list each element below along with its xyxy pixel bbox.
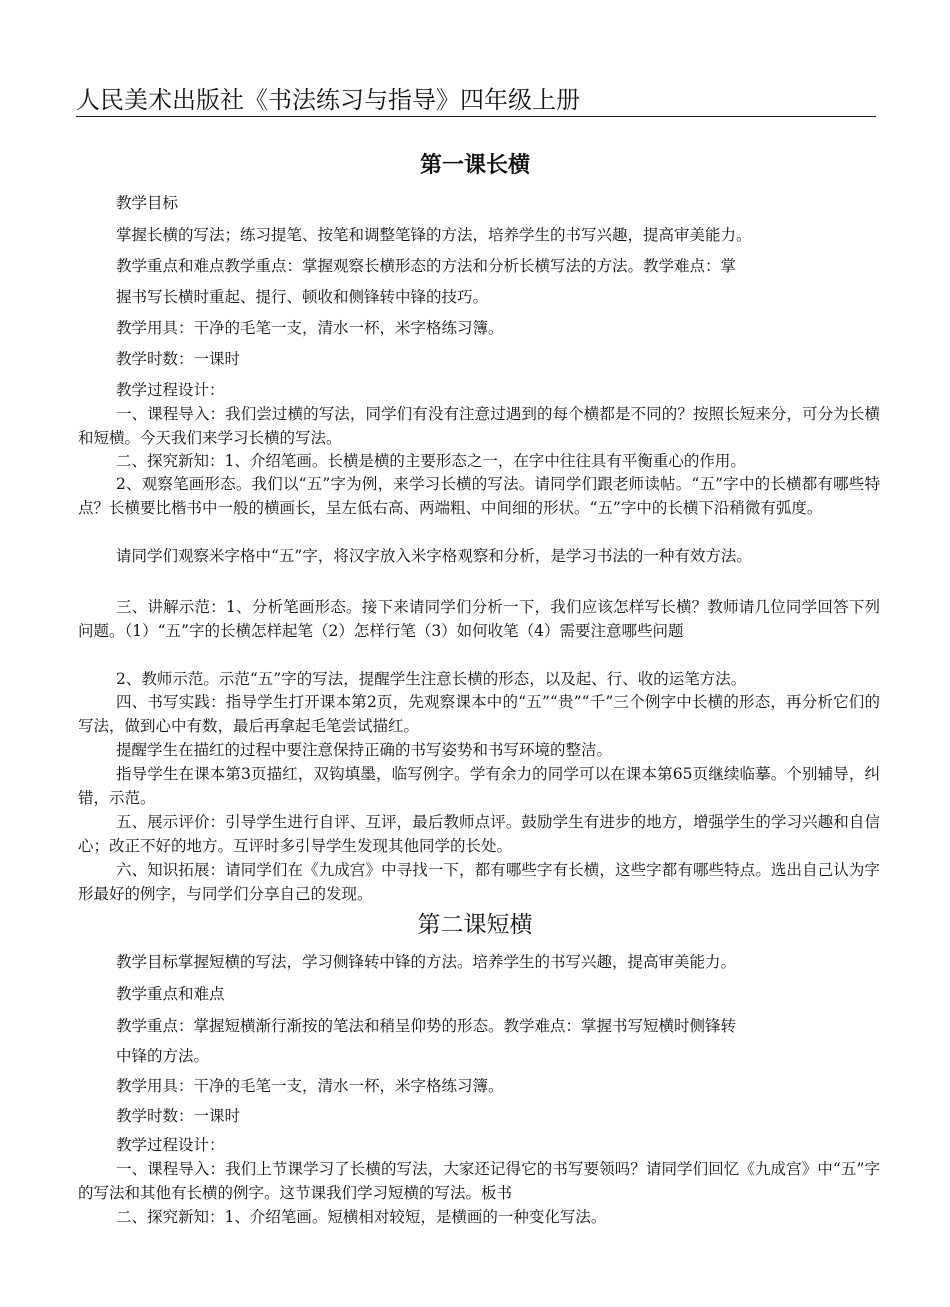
- lesson1-tools: 教学用具：干净的毛笔一支，清水一杯，米字格练习簿。: [116, 319, 504, 337]
- lesson2-process: 教学过程设计：: [116, 1136, 225, 1154]
- document-header: 人民美术出版社《书法练习与指导》四年级上册: [76, 84, 876, 117]
- lesson1-para1: 一、课程导入：我们尝过横的写法，同学们有没有注意过遇到的每个横都是不同的？按照长短来分，可分为长横和短横。今天我们来学习长横的写法。: [78, 405, 880, 447]
- lesson2-para1: 一、课程导入：我们上节课学习了长横的写法，大家还记得它的书写要领吗？请同学们回忆《九成宫》中“五”字的写法和其他有长横的例字。这节课我们学习短横的写法。板书: [78, 1160, 880, 1202]
- lesson1-para3: 2、观察笔画形态。我们以“五”字为例，来学习长横的写法。请同学们跟老师读帖。“五”字中的长横都有哪些特点？长横要比楷书中一般的横画长，呈左低右高、两端粗、中间细的形状。“五”字中的长横下沿稍微有弧度。: [78, 475, 880, 517]
- lesson1-para4: 请同学们观察米字格中“五”字，将汉字放入米字格观察和分析，是学习书法的一种有效方法。: [116, 547, 752, 565]
- lesson1-para9: 指导学生在课本第3页描红，双钩填墨，临写例字。学有余力的同学可以在课本第65页继续临摹。个别辅导，纠错，示范。: [78, 765, 880, 807]
- lesson1-key-line1: 教学重点和难点教学重点：掌握观察长横形态的方法和分析长横写法的方法。教学难点：掌: [116, 257, 737, 275]
- lesson2-hours: 教学时数：一课时: [116, 1107, 241, 1125]
- lesson1-title: 第一课长横: [419, 153, 530, 178]
- lesson1-para11: 六、知识拓展：请同学们在《九成宫》中寻找一下，都有哪些字有长横，这些字都有哪些特点。选出自己认为字形最好的例字，与同学们分享自己的发现。: [78, 861, 880, 903]
- lesson1-para10: 五、展示评价：引导学生进行自评、互评，最后教师点评。鼓励学生有进步的地方，增强学生的学习兴趣和自信心；改正不好的地方。互评时多引导学生发现其他同学的长处。: [78, 813, 880, 855]
- lesson2-para2: 二、探究新知：1、介绍笔画。短横相对较短，是横画的一种变化写法。: [116, 1208, 607, 1226]
- lesson1-goal: 掌握长横的写法；练习提笔、按笔和调整笔锋的方法，培养学生的书写兴趣，提高审美能力。: [116, 226, 752, 244]
- lesson2-title: 第二课短横: [417, 912, 533, 938]
- lesson1-para7: 四、书写实践：指导学生打开课本第2页，先观察课本中的“五”“贵”“千”三个例字中长横的形态，再分析它们的写法，做到心中有数，最后再拿起毛笔尝试描红。: [78, 693, 880, 735]
- lesson1-key-line2: 握书写长横时重起、提行、顿收和侧锋转中锋的技巧。: [116, 288, 489, 306]
- lesson1-para6: 2、教师示范。示范“五”字的写法，提醒学生注意长横的形态，以及起、行、收的运笔方法。: [116, 670, 747, 688]
- lesson1-process: 教学过程设计：: [116, 381, 225, 399]
- lesson2-goal: 教学目标掌握短横的写法，学习侧锋转中锋的方法。培养学生的书写兴趣，提高审美能力。: [116, 953, 737, 971]
- lesson2-tools: 教学用具：干净的毛笔一支，清水一杯，米字格练习簿。: [116, 1077, 504, 1095]
- lesson1-para2: 二、探究新知：1、介绍笔画。长横是横的主要形态之一，在字中往往具有平衡重心的作用。: [116, 452, 746, 470]
- lesson1-para5: 三、讲解示范：1、分析笔画形态。接下来请同学们分析一下，我们应该怎样写长横？教师请几位同学回答下列问题。（1）“五”字的长横怎样起笔（2）怎样行笔（3）如何收笔（4）需要注意哪些问题: [78, 598, 880, 640]
- lesson2-key-line2: 中锋的方法。: [116, 1047, 210, 1065]
- lesson1-goal-label: 教学目标: [116, 194, 179, 212]
- lesson2-key-label: 教学重点和难点: [116, 985, 225, 1003]
- lesson1-hours: 教学时数：一课时: [116, 350, 241, 368]
- lesson2-key-line1: 教学重点：掌握短横渐行渐按的笔法和稍呈仰势的形态。教学难点：掌握书写短横时侧锋转: [116, 1017, 737, 1035]
- lesson1-para8: 提醒学生在描红的过程中要注意保持正确的书写姿势和书写环境的整洁。: [116, 741, 613, 759]
